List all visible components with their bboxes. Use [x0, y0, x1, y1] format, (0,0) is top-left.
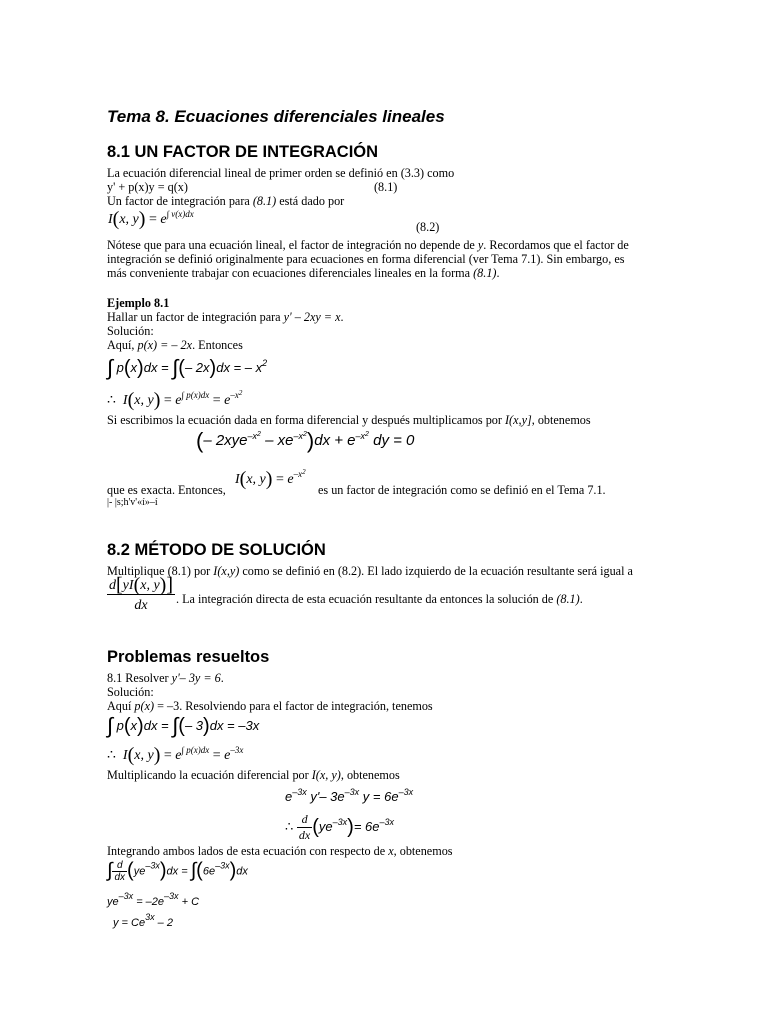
text-line: es un factor de integración como se definió en el Tema 7.1. — [318, 483, 606, 497]
text-line: Si escribimos la ecuación dada en forma diferencial y después multiplicamos por I(x,y], obtenemos — [107, 413, 591, 427]
text-line: Un factor de integración para (8.1) está dado por — [107, 194, 345, 208]
solution-label: Solución: — [107, 685, 154, 699]
text-line: Aquí, p(x) = – 2x. Entonces — [107, 338, 243, 352]
problem-statement: 8.1 Resolver y'– 3y = 6. — [107, 671, 224, 685]
equation-tag: (8.2) — [416, 220, 440, 234]
integrating-factor-equation: ∴ I(x, $y) = e^{\int p(x)dx} = e^{-3x}$ — [107, 744, 244, 766]
differential-form-equation: (– $2xye^{-x^2} - xe^{-x^2})dx + e^{-x^2}$ dy = 0 — [196, 428, 415, 453]
page-title: Tema 8. Ecuaciones diferenciales lineales — [107, 107, 445, 126]
equation-8-1: y' + p(x)y = q(x) — [107, 180, 188, 194]
section-heading-8-2: 8.2 MÉTODO DE SOLUCIÓN — [107, 541, 326, 559]
paragraph-line: más conveniente trabajar con ecuaciones diferenciales lineales en la forma (8.1). — [107, 266, 500, 280]
equation-tag: (8.1) — [374, 180, 398, 194]
equation-8-2: I(x, $y) = e^{\int v(x)dx}$ — [108, 208, 194, 230]
integral-equation: ∫ p(x)dx = ∫(– 2x)dx = – $x^2$ — [107, 355, 268, 380]
final-solution-equation: $y = Ce^{3x} - 2$ — [113, 912, 173, 929]
derivative-equation: ∴ $\frac{d}{dx}$ $(ye^{-3x})= 6e^{-3x}$ — [285, 812, 395, 842]
text-line: Multiplique (8.1) por I(x,y) como se definió en (8.2). El lado izquierdo de la ecuación resultante será igual a — [107, 564, 633, 578]
solution-label: Solución: — [107, 324, 154, 338]
example-task: Hallar un factor de integración para y' – 2xy = x. — [107, 310, 344, 324]
text-line: Integrando ambos lados de esta ecuación con respecto de x, obtenemos — [107, 844, 453, 858]
integral-equation: ∫ p(x)dx = ∫(– 3)dx = –3x — [107, 713, 260, 738]
integrating-factor-equation: ∴ I(x, $y) = e^{\int p(x)dx} = e^{-x^2}$ — [107, 389, 243, 411]
example-heading: Ejemplo 8.1 — [107, 296, 170, 310]
text-line: Multiplicando la ecuación diferencial por I(x, y), obtenemos — [107, 768, 400, 782]
text-line: . La integración directa de esta ecuación resultante da entonces la solución de (8.1). — [176, 592, 583, 606]
paragraph-line: Nótese que para una ecuación lineal, el factor de integración no depende de y. Recordamos que el factor de — [107, 238, 629, 252]
problems-heading: Problemas resueltos — [107, 648, 270, 666]
result-equation: $ye^{-3x} = -2e^{-3x} + C$ — [107, 891, 200, 908]
text-line: Aquí p(x) = –3. Resolviendo para el factor de integración, tenemos — [107, 699, 433, 713]
paragraph-line: integración se definió originalmente para ecuaciones en forma diferencial (ver Tema 7.1). Sin embargo, es — [107, 252, 625, 266]
text-line: que es exacta. Entonces, — [107, 483, 226, 497]
multiplied-equation: $e^{-3x}$ y'– $3e^{-3x}$ $y = 6e^{-3x}$ — [285, 787, 414, 804]
derivative-fraction: $\frac{d[yI(x, y)]}{dx}$ — [109, 574, 174, 613]
integrating-factor-inline: I(x, $y) = e^{-x^2}$ — [235, 468, 306, 490]
text-line: La ecuación diferencial lineal de primer orden se definió en (3.3) como — [107, 166, 455, 180]
integrated-equation: ∫ $\frac{d}{dx}$ $(ye^{-3x})dx = \int(6e^{-3x})dx$ — [107, 859, 248, 883]
garbled-text: |‑ |s;h'v'«í»–í — [107, 497, 158, 508]
section-heading-8-1: 8.1 UN FACTOR DE INTEGRACIÓN — [107, 143, 379, 161]
